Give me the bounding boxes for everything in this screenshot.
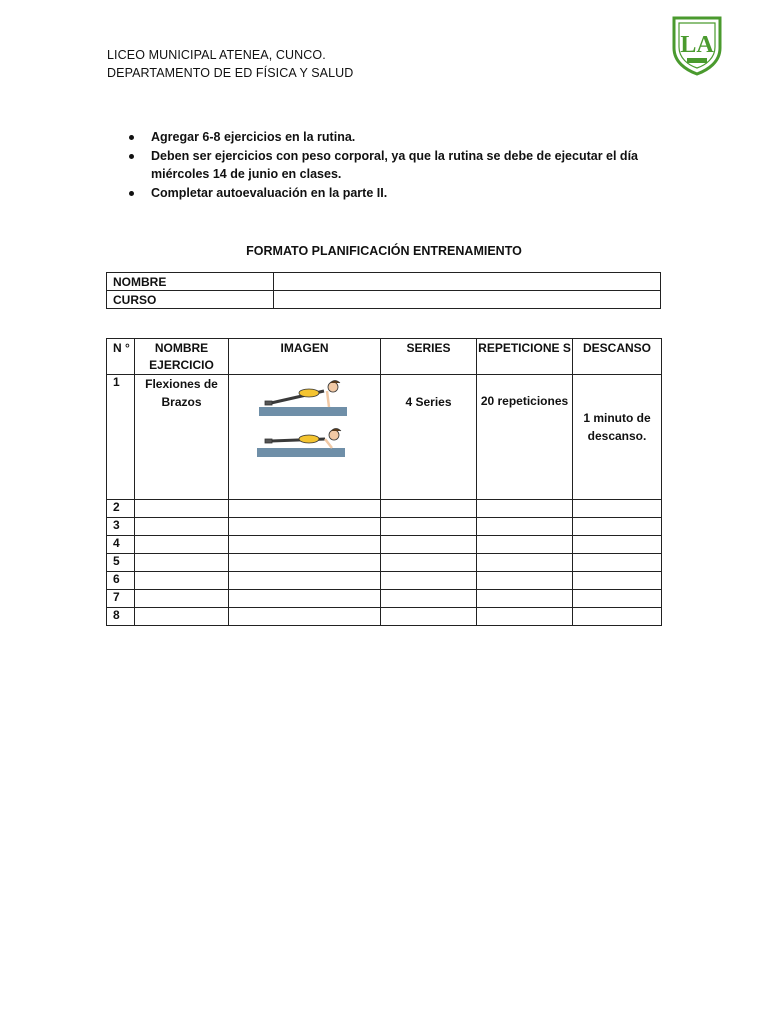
table-row [107, 536, 662, 554]
bullet-icon [129, 191, 134, 196]
instruction-item: Agregar 6-8 ejercicios en la rutina. [129, 128, 649, 147]
department-name: DEPARTAMENTO DE ED FÍSICA Y SALUD [107, 66, 354, 80]
col-header-rest: DESCANSO [573, 339, 662, 375]
course-label: CURSO [107, 291, 274, 309]
table-row [107, 518, 662, 536]
student-info-table [106, 272, 661, 309]
row-number: 7 [107, 590, 135, 608]
row-number: 5 [107, 554, 135, 572]
school-logo [672, 16, 722, 76]
row-number: 6 [107, 572, 135, 590]
series-value: 4 Series [381, 375, 477, 500]
col-header-series: SERIES [381, 339, 477, 375]
instruction-item: Completar autoevaluación en la parte II. [129, 184, 649, 203]
table-row [107, 554, 662, 572]
col-header-exercise: NOMBRE EJERCICIO [135, 339, 229, 375]
name-field[interactable] [274, 273, 661, 291]
row-number: 8 [107, 608, 135, 626]
col-header-reps: REPETICIONE S [477, 339, 573, 375]
row-number: 1 [107, 375, 135, 500]
row-number: 4 [107, 536, 135, 554]
table-row [107, 572, 662, 590]
reps-value: 20 repeticiones [477, 375, 573, 500]
col-header-image: IMAGEN [229, 339, 381, 375]
exercise-image [229, 375, 381, 500]
svg-text:LA: LA [680, 32, 714, 58]
exercise-name: Flexiones de Brazos [135, 375, 229, 500]
row-number: 2 [107, 500, 135, 518]
course-field[interactable] [274, 291, 661, 309]
table-header-row [107, 339, 662, 375]
push-up-icon [229, 375, 379, 465]
instruction-item: Deben ser ejercicios con peso corporal, ya que la rutina se debe de ejecutar el día miércoles 14 de junio en clases. [129, 147, 649, 184]
table-row [107, 375, 662, 500]
instructions-list [129, 128, 649, 202]
row-number: 3 [107, 518, 135, 536]
table-row [107, 500, 662, 518]
rest-value: 1 minuto de descanso. [573, 375, 662, 500]
training-plan-table [106, 338, 662, 626]
school-header [107, 46, 353, 82]
school-name: LICEO MUNICIPAL ATENEA, CUNCO. [107, 48, 326, 62]
table-row [107, 590, 662, 608]
col-header-number: N ° [107, 339, 135, 375]
name-label: NOMBRE [107, 273, 274, 291]
table-row [107, 608, 662, 626]
bullet-icon [129, 135, 134, 140]
bullet-icon [129, 154, 134, 159]
form-title: FORMATO PLANIFICACIÓN ENTRENAMIENTO [246, 244, 522, 258]
